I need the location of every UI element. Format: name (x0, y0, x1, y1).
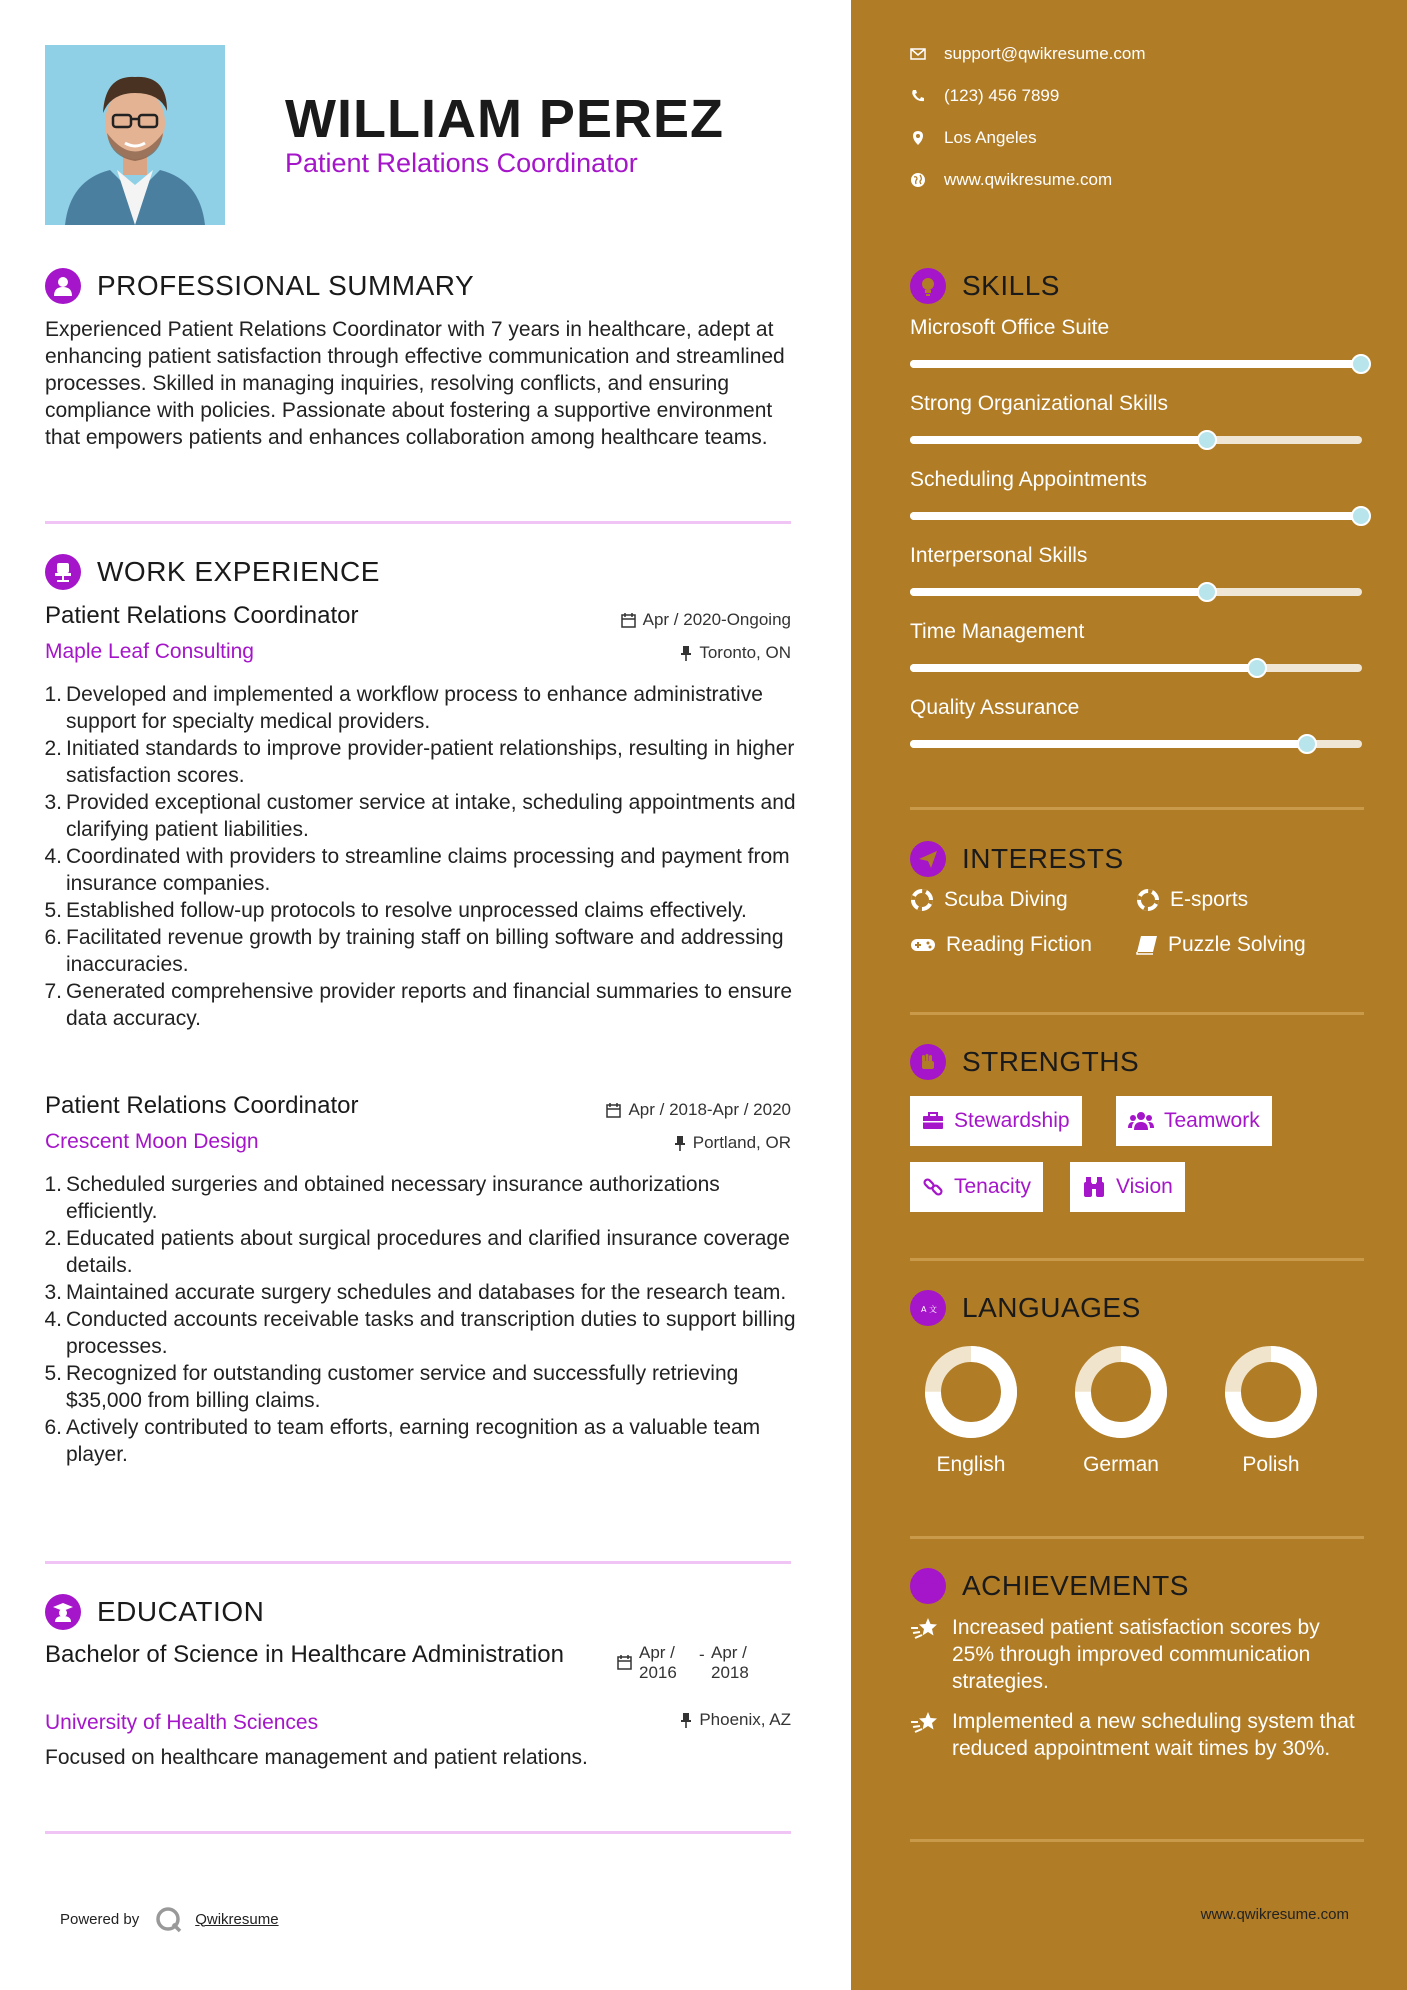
lifebuoy-icon (910, 888, 934, 912)
summary-text: Experienced Patient Relations Coordinator with 7 years in healthcare, adept at enhancing patient satisfaction through effective communication and streamlined processes. Skilled in managing inquiries, resolving conflicts, and ensuring compliance with policies. Passionate about fostering a supportive environment that empowers patients and enhances collaboration among healthcare teams. (45, 318, 785, 449)
shooting-star-icon (910, 1710, 940, 1736)
language-item (911, 1342, 1031, 1477)
list-item: 1. Scheduled surgeries and obtained necessary insurance authorizations efficiently. (44, 1173, 720, 1223)
language-name: German (1083, 1453, 1159, 1476)
job-location: Portland, OR (674, 1133, 791, 1153)
language-icon (910, 1290, 946, 1326)
contact-phone[interactable]: (123) 456 7899 (910, 86, 1059, 106)
divider (910, 1536, 1364, 1539)
job-date: Apr / 2018-Apr / 2020 (606, 1100, 791, 1120)
shooting-star-icon (910, 1616, 940, 1642)
education-location: Phoenix, AZ (680, 1710, 791, 1730)
paper-plane-icon (910, 841, 946, 877)
summary-heading: PROFESSIONAL SUMMARY (45, 268, 474, 304)
contact-website[interactable]: www.qwikresume.com (910, 170, 1112, 190)
language-level-ring (1221, 1342, 1321, 1442)
list-item: 2. Initiated standards to improve provider-patient relationships, resulting in higher satisfaction scores. (44, 737, 795, 787)
map-marker-icon (910, 130, 926, 146)
interests-heading: INTERESTS (910, 841, 1124, 877)
list-item: 6. Actively contributed to team efforts, earning recognition as a valuable team player. (44, 1416, 761, 1466)
pin-icon (680, 1713, 692, 1728)
achievements-heading: ACHIEVEMENTS (910, 1568, 1189, 1604)
divider (910, 1839, 1364, 1842)
skill-bar-fill (910, 740, 1308, 748)
divider (45, 1561, 791, 1564)
chair-icon (45, 554, 81, 590)
footer-website[interactable]: www.qwikresume.com (1200, 1906, 1349, 1923)
binoculars-icon (1082, 1176, 1106, 1198)
svg-text:文: 文 (929, 1305, 937, 1314)
graduate-icon (45, 1594, 81, 1630)
list-item: 3. Provided exceptional customer service at intake, scheduling appointments and clarifying patient liabilities. (44, 791, 796, 841)
svg-text:A: A (921, 1305, 927, 1314)
candidate-title: Patient Relations Coordinator (285, 148, 638, 178)
skill-level-handle (1351, 506, 1371, 526)
interest-item: Reading Fiction (910, 933, 1092, 957)
divider (910, 1258, 1364, 1261)
strength-badge: Vision (1070, 1162, 1185, 1212)
skill-name: Time Management (910, 620, 1085, 643)
language-level-ring (1071, 1342, 1171, 1442)
skill-name: Scheduling Appointments (910, 468, 1147, 491)
divider (910, 807, 1364, 810)
language-item (1061, 1342, 1181, 1477)
pin-icon (680, 646, 692, 661)
lifebuoy-icon (1136, 888, 1160, 912)
link-icon (922, 1176, 944, 1198)
list-item: 7. Generated comprehensive provider reports and financial summaries to ensure data accuracy. (44, 980, 793, 1030)
interest-item: E-sports (1136, 888, 1248, 912)
skill-bar (910, 588, 1362, 596)
contact-email[interactable]: support@qwikresume.com (910, 44, 1146, 64)
skill-bar-fill (910, 664, 1258, 672)
envelope-icon (910, 48, 926, 60)
education-date: Apr / 2016 - Apr / 2018 (617, 1643, 761, 1683)
skill-bar-fill (910, 360, 1362, 368)
skill-level-handle (1247, 658, 1267, 678)
lightbulb-icon (910, 268, 946, 304)
list-item: 6. Facilitated revenue growth by training staff on billing software and addressing inaccuracies. (44, 926, 784, 976)
list-item: 4. Coordinated with providers to streamline claims processing and payment from insurance companies. (44, 845, 790, 895)
candidate-name: WILLIAM PEREZ (285, 89, 724, 149)
skill-bar (910, 740, 1362, 748)
skill-level-handle (1351, 354, 1371, 374)
job-bullets (38, 681, 798, 1032)
profile-photo (45, 45, 225, 225)
interest-item: Puzzle Solving (1136, 933, 1306, 957)
experience-heading: WORK EXPERIENCE (45, 554, 380, 590)
divider (910, 1012, 1364, 1015)
briefcase-icon (922, 1112, 944, 1130)
list-item: 3. Maintained accurate surgery schedules and databases for the research team. (44, 1281, 787, 1304)
achievement-item: Increased patient satisfaction scores by 25% through improved communication strategies. (910, 1614, 1360, 1695)
job-bullets (38, 1171, 798, 1468)
skill-bar (910, 436, 1362, 444)
skill-name: Microsoft Office Suite (910, 316, 1110, 339)
skill-level-handle (1297, 734, 1317, 754)
contact-location: Los Angeles (910, 128, 1037, 148)
skill-bar-fill (910, 588, 1208, 596)
list-item: 1. Developed and implemented a workflow process to enhance administrative support for specialty medical providers. (44, 683, 763, 733)
qwikresume-link[interactable]: Qwikresume (195, 1910, 279, 1928)
globe-icon (910, 172, 926, 188)
calendar-icon (621, 613, 636, 628)
divider (45, 521, 791, 524)
language-name: English (936, 1453, 1006, 1476)
list-item: 5. Recognized for outstanding customer service and successfully retrieving $35,000 from billing claims. (44, 1362, 739, 1412)
phone-icon (910, 89, 926, 103)
achievement-item: Implemented a new scheduling system that reduced appointment wait times by 30%. (910, 1708, 1360, 1762)
list-item: 4. Conducted accounts receivable tasks and transcription duties to support billing processes. (44, 1308, 796, 1358)
skill-bar (910, 360, 1362, 368)
user-icon (45, 268, 81, 304)
users-icon (1128, 1111, 1154, 1131)
strengths-heading: STRENGTHS (910, 1044, 1139, 1080)
education-description: Focused on healthcare management and patient relations. (45, 1746, 588, 1769)
job-date: Apr / 2020-Ongoing (621, 610, 791, 630)
languages-heading: A 文 LANGUAGES (910, 1290, 1141, 1326)
interest-item: Scuba Diving (910, 888, 1068, 912)
skill-name: Strong Organizational Skills (910, 392, 1168, 415)
divider (45, 1831, 791, 1834)
qwikresume-logo-icon (153, 1904, 183, 1934)
job-location: Toronto, ON (680, 643, 791, 663)
list-item: 5. Established follow-up protocols to resolve unprocessed claims effectively. (44, 899, 747, 922)
job-title: Patient Relations Coordinator (45, 1092, 359, 1119)
skill-bar-fill (910, 512, 1362, 520)
fist-icon (910, 1044, 946, 1080)
job-title: Patient Relations Coordinator (45, 602, 359, 629)
language-level-ring (921, 1342, 1021, 1442)
skill-bar (910, 512, 1362, 520)
list-item: 2. Educated patients about surgical procedures and clarified insurance coverage details. (44, 1227, 790, 1277)
company-name: Maple Leaf Consulting (45, 640, 254, 663)
skill-bar-fill (910, 436, 1208, 444)
calendar-icon (606, 1103, 621, 1118)
pin-icon (674, 1136, 686, 1151)
strength-badge: Teamwork (1116, 1096, 1272, 1146)
school-name: University of Health Sciences (45, 1711, 319, 1734)
powered-by: Powered by Qwikresume (60, 1904, 279, 1934)
education-heading: EDUCATION (45, 1594, 264, 1630)
book-icon (1136, 935, 1158, 955)
gamepad-icon (910, 936, 936, 954)
skill-name: Interpersonal Skills (910, 544, 1088, 567)
skill-bar (910, 664, 1362, 672)
skill-name: Quality Assurance (910, 696, 1080, 719)
degree-title: Bachelor of Science in Healthcare Administration (45, 1641, 564, 1668)
strength-badge: Tenacity (910, 1162, 1043, 1212)
language-item (1211, 1342, 1331, 1477)
language-name: Polish (1242, 1453, 1300, 1476)
star-badge-icon (910, 1568, 946, 1604)
skills-heading: SKILLS (910, 268, 1060, 304)
company-name: Crescent Moon Design (45, 1130, 259, 1153)
calendar-icon (617, 1655, 632, 1670)
strength-badge: Stewardship (910, 1096, 1082, 1146)
